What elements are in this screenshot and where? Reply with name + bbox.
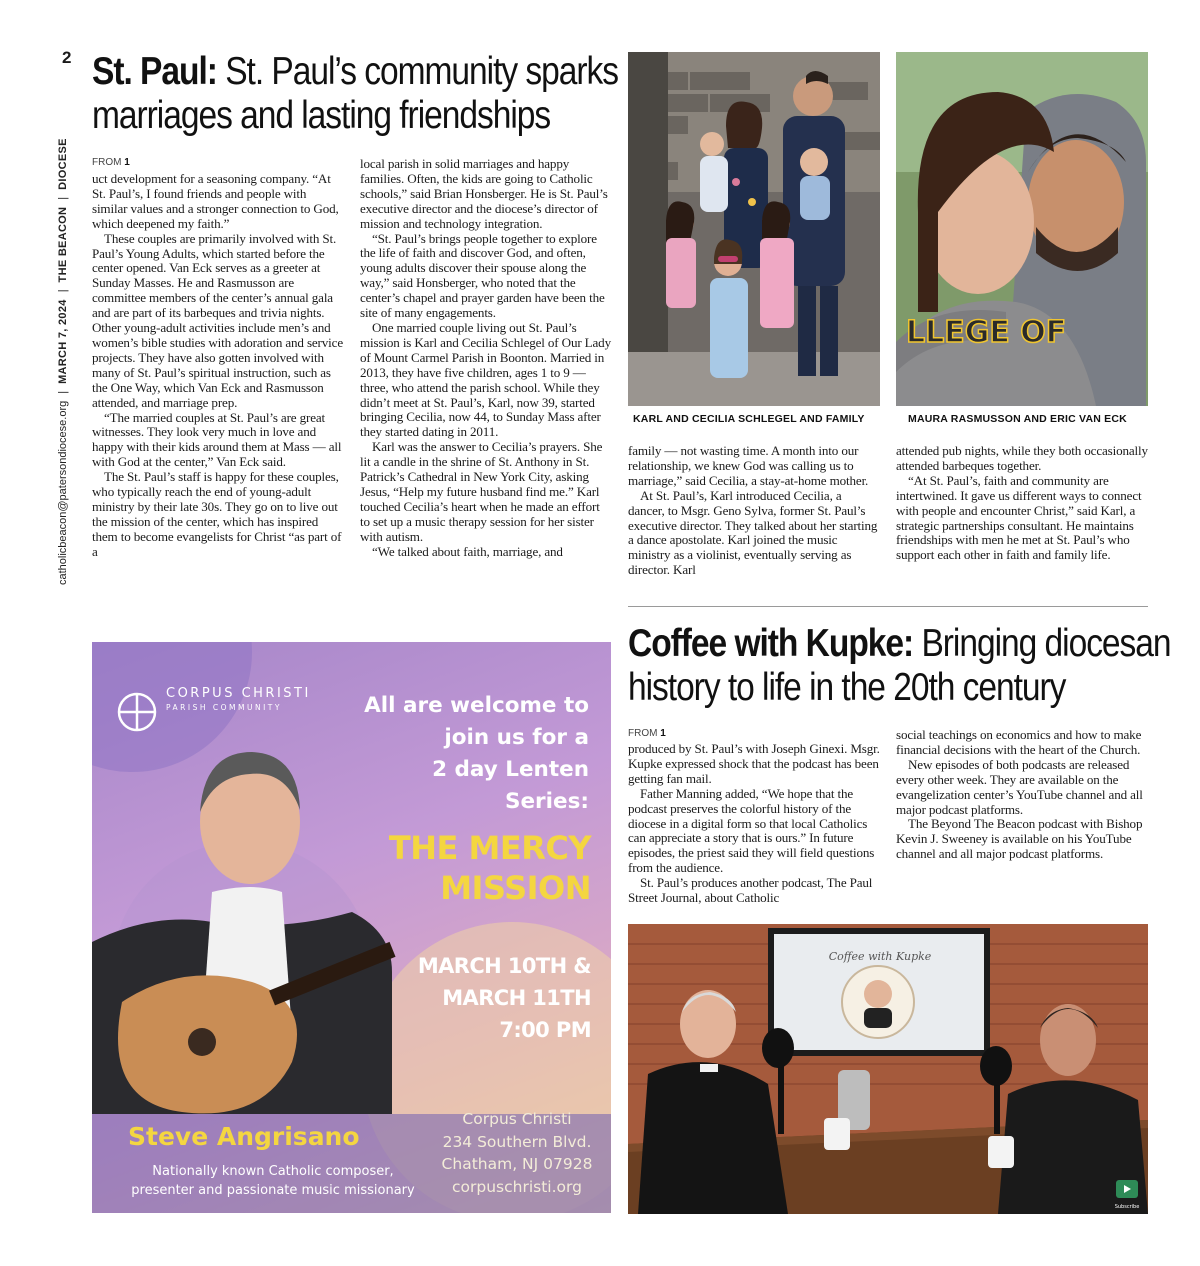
- article1-column-3: [628, 444, 880, 578]
- lenten-series-ad: [92, 642, 611, 1213]
- ad-event-dates: [311, 950, 591, 1046]
- section-divider: [628, 606, 1148, 607]
- ad-address: [432, 1108, 602, 1198]
- corpus-christi-logo: [166, 686, 311, 712]
- welcome-line: join us for a: [444, 725, 589, 750]
- paragraph: “The married couples at St. Paul’s are great witnesses. They look very much in love and happy with their kids around them at Mass — all with God at the center,” Van Eck said.: [92, 409, 342, 470]
- address-line: 234 Southern Blvd.: [442, 1132, 592, 1151]
- tagline-line: Nationally known Catholic composer,: [152, 1164, 394, 1179]
- article2-column-2: [896, 728, 1148, 862]
- article2-column-1: [628, 742, 880, 906]
- paragraph: Father Manning added, “We hope that the podcast preserves the colorful history of the diocese in a digital form so that local Catholics can appreciate a story that is ours.” In future episodes, the priest said they will field questions from the audience.: [628, 785, 875, 876]
- article1-column-1: [92, 172, 344, 560]
- article1-column-4: [896, 444, 1148, 563]
- paragraph: The St. Paul’s staff is happy for these couples, who typically reach the end of young-adult ministry by their late 30s. They go on to live out the mission of the center, which has inspired them to become evangelists for Christ “as part of a: [92, 469, 342, 559]
- from-page: 1: [660, 728, 666, 739]
- ad-website: corpuschristi.org: [452, 1177, 582, 1196]
- paragraph: produced by St. Paul’s with Joseph Ginexi. Msgr. Kupke expressed shock that the podcast has been getting fan mail.: [628, 741, 880, 786]
- paragraph: Karl was the answer to Cecilia’s prayers. She lit a candle in the shrine of St. Anthony in St. Patrick’s Cathedral in New York City, asking Jesus, “Help my future husband find me.” Karl touched Cecilia’s heart when he made an effort to set up a music therapy session for her sister with autism.: [360, 439, 603, 544]
- separator: |: [57, 289, 69, 293]
- date-line: MARCH 11TH: [442, 986, 591, 1010]
- welcome-line: All are welcome to: [364, 693, 589, 718]
- article1-column-2: [360, 157, 612, 559]
- from-label: FROM: [628, 728, 658, 739]
- running-head: [52, 65, 74, 585]
- paragraph: “We talked about faith, marriage, and: [372, 543, 563, 559]
- title-line: MISSION: [440, 869, 591, 907]
- family-photo: [628, 52, 880, 406]
- subscribe-label: Subscribe: [1114, 1204, 1140, 1210]
- article1-headline: [92, 50, 634, 137]
- ad-presenter-name: Steve Angrisano: [128, 1122, 360, 1151]
- running-head-date: MARCH 7, 2024: [57, 299, 69, 384]
- couple-photo-caption: MAURA RASMUSSON AND ERIC VAN ECK: [908, 413, 1127, 425]
- article1-kicker: St. Paul:: [92, 50, 217, 93]
- page-number: 2: [62, 48, 72, 67]
- running-head-publication: THE BEACON: [57, 206, 69, 283]
- paragraph: At St. Paul’s, Karl introduced Cecilia, a dancer, to Msgr. Geno Sylva, former St. Paul’s executive director. They talked about her starting a dance apostolate. Karl joined the music ministry as a violinist, eventually serving as director. Karl: [628, 487, 878, 578]
- paragraph: uct development for a seasoning company. “At St. Paul’s, I found friends and people with similar values and a stronger connection to God, which deepened my faith.”: [92, 171, 339, 231]
- article2-headline: [628, 622, 1187, 709]
- paragraph: These couples are primarily involved with St. Paul’s Young Adults, which started before the center opened. Van Eck serves as a greeter at Sunday Masses. He and Rasmusson are committee members of the center’s annual gala and are part of its barbeques and trivia nights. Other young-adult activities include men’s and women’s bible studies with adoration and service projects. They have also gotten involved with many of St. Paul’s spiritual instruction, such as the One Way, which Van Eck and Rasmusson attended, and marriage prep.: [92, 230, 343, 410]
- welcome-line: Series:: [504, 789, 589, 814]
- paragraph: social teachings on economics and how to make financial decisions with the heart of the Church.: [896, 727, 1142, 757]
- paragraph: local parish in solid marriages and happy families. Often, the kids are going to Catholic schools,” said Brian Honsberger. He is St. Paul’s executive director and the diocese’s director of mission and technology integration.: [360, 156, 608, 231]
- running-head-email: catholicbeacon@patersondiocese.org: [57, 400, 69, 585]
- running-head-section: DIOCESE: [57, 138, 69, 190]
- paragraph: New episodes of both podcasts are released every other week. They are available on the evangelization center’s YouTube channel and all major podcast platforms.: [896, 756, 1143, 817]
- family-photo-caption: KARL AND CECILIA SCHLEGEL AND FAMILY: [633, 413, 865, 425]
- paragraph: attended pub nights, while they both occasionally attended barbeques together.: [896, 443, 1148, 473]
- paragraph: The Beyond The Beacon podcast with Bishop Kevin J. Sweeney is available on his YouTube channel and all major podcast platforms.: [896, 816, 1143, 862]
- paragraph: St. Paul’s produces another podcast, The Paul Street Journal, about Catholic: [628, 875, 873, 906]
- title-line: THE MERCY: [388, 829, 591, 867]
- tagline-line: presenter and passionate music missionary: [131, 1183, 415, 1198]
- logo-name: CORPUS CHRISTI: [166, 686, 311, 701]
- podcast-photo: [628, 924, 1148, 1214]
- paragraph: “At St. Paul’s, faith and community are intertwined. It gave us different ways to connect with people and encounter Christ,” said Karl, a strategic partnerships consultant. He maintains friendships with men he met at St. Paul’s who support each other in faith and family life.: [896, 472, 1142, 563]
- date-line: 7:00 PM: [499, 1018, 591, 1042]
- article1-jump-from: [92, 157, 130, 168]
- paragraph: “St. Paul’s brings people together to explore the life of faith and discover God, and often, young adults discover their spouse along the way,” said Honsberger, who noted that the center’s chapel and prayer garden have been the site of many engagements.: [360, 230, 605, 321]
- article2-jump-from: [628, 728, 666, 739]
- address-line: Chatham, NJ 07928: [441, 1155, 593, 1173]
- ad-presenter-tagline: [108, 1162, 438, 1200]
- ad-welcome-text: [309, 690, 589, 818]
- separator: |: [57, 196, 69, 200]
- couple-photo: [896, 52, 1148, 406]
- from-page: 1: [124, 157, 130, 168]
- screen-title: Coffee with Kupke: [828, 950, 932, 963]
- address-line: Corpus Christi: [462, 1110, 572, 1128]
- logo-subtitle: PARISH COMMUNITY: [166, 703, 282, 712]
- date-line: MARCH 10TH &: [417, 954, 591, 978]
- article2-kicker: Coffee with Kupke:: [628, 622, 914, 665]
- paragraph: One married couple living out St. Paul’s mission is Karl and Cecilia Schlegel of Our Lady of Mount Carmel Parish in Boonton. Married in 2013, they have five children, ages 1 to 9 — three, who attend the parish school. While they didn’t meet at St. Paul’s, Karl, now 39, started bringing Cecilia, now 44, to Sunday Mass after they started dating in 2011.: [360, 319, 611, 440]
- welcome-line: 2 day Lenten: [432, 757, 589, 782]
- ad-event-title: [311, 828, 591, 908]
- paragraph: family — not wasting time. A month into our relationship, we knew God was calling us to marriage,” said Cecilia, a stay-at-home mother.: [628, 443, 869, 488]
- shirt-text: LLEGE OF: [906, 315, 1067, 350]
- from-label: FROM: [92, 157, 122, 168]
- article2-title: Bringing diocesan history to life in the 20th century: [628, 622, 1171, 709]
- article1-title: St. Paul’s community sparks marriages and lasting friendships: [92, 50, 618, 137]
- separator: |: [57, 390, 69, 394]
